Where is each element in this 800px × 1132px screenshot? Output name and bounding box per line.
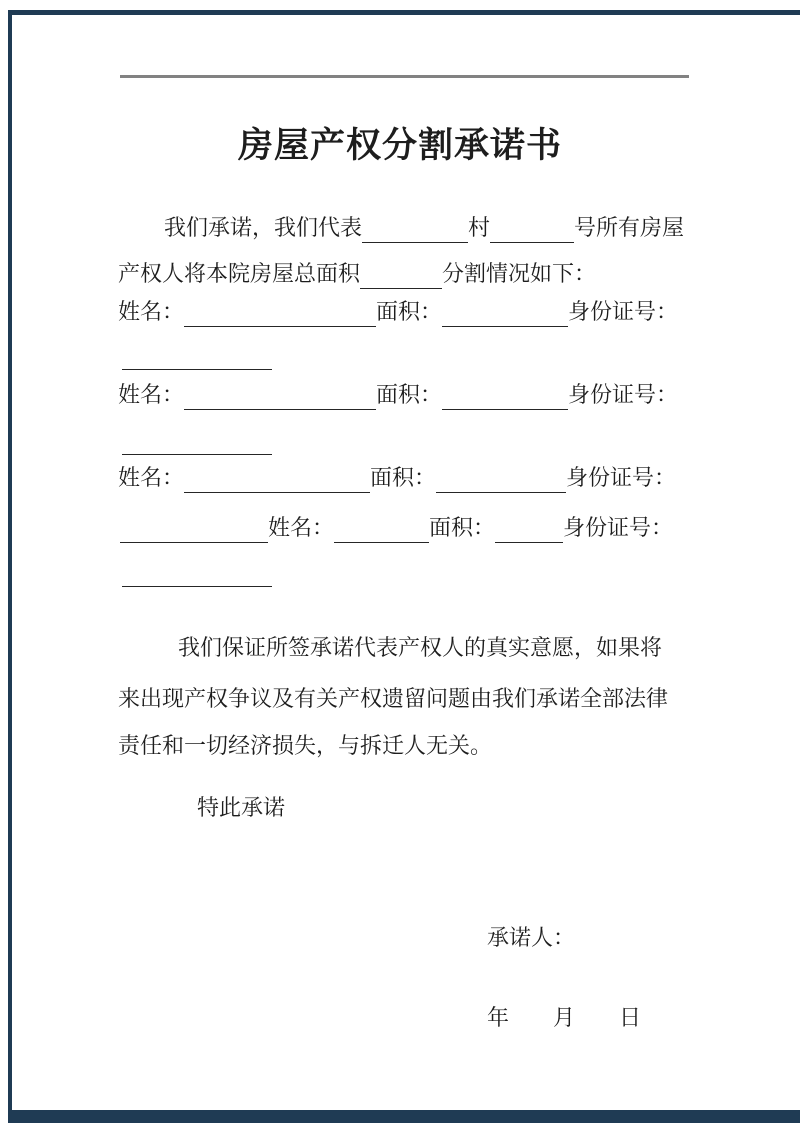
text-segment: 姓名： <box>118 299 185 324</box>
blank-underline <box>495 515 563 543</box>
text-segment: 我们保证所签承诺代表产权人的真实意愿，如果将 <box>178 635 663 660</box>
blank-underline <box>442 299 568 327</box>
text-segment: 来出现产权争议及有关产权遗留问题由我们承诺全部法律 <box>118 686 669 711</box>
text-segment: 号所有房屋 <box>574 215 685 240</box>
blank-underline <box>122 427 272 455</box>
name-area-id-row-1 <box>118 297 678 327</box>
blank-underline <box>120 515 268 543</box>
name-area-id-row-2 <box>118 380 678 410</box>
id-continuation-underline-3 <box>122 557 272 587</box>
page-frame-left-rule <box>8 10 12 1123</box>
header-divider-rule <box>120 75 689 78</box>
blank-underline <box>436 465 566 493</box>
text-segment: 分割情况如下： <box>442 261 597 286</box>
page-frame-top-bar <box>8 10 800 15</box>
id-continuation-underline-2 <box>122 425 272 455</box>
blank-underline <box>362 215 468 243</box>
text-segment: 面积： <box>370 465 437 490</box>
name-area-id-row-3 <box>118 463 676 493</box>
text-segment: 我们承诺，我们代表 <box>164 215 363 240</box>
intro-line-2 <box>118 259 596 289</box>
blank-underline <box>490 215 574 243</box>
blank-underline <box>122 559 272 587</box>
date-line <box>487 1003 641 1033</box>
text-segment: 责任和一切经济损失，与拆迁人无关。 <box>118 733 493 758</box>
text-segment: 姓名： <box>118 465 185 490</box>
document-title: 房屋产权分割承诺书 <box>237 126 562 165</box>
text-segment: 姓名： <box>118 382 185 407</box>
blank-underline <box>122 342 272 370</box>
intro-line-1 <box>164 213 684 243</box>
closing-phrase <box>197 793 285 823</box>
text-segment: 身份证号： <box>568 382 679 407</box>
text-segment: 产权人将本院房屋总面积 <box>118 261 361 286</box>
blank-underline <box>360 261 442 289</box>
blank-underline <box>442 382 568 410</box>
text-segment: 身份证号： <box>568 299 679 324</box>
blank-underline <box>184 299 376 327</box>
id-continuation-underline-1 <box>122 340 272 370</box>
blank-underline <box>184 465 370 493</box>
page-frame-bottom-band <box>8 1110 800 1123</box>
signer-label <box>487 923 575 953</box>
pledge-line-3 <box>118 731 492 761</box>
blank-underline <box>334 515 429 543</box>
text-segment: 身份证号： <box>566 465 677 490</box>
text-segment: 特此承诺 <box>197 795 286 820</box>
name-area-id-row-4 <box>120 513 673 543</box>
text-segment: 年 月 日 <box>487 1005 642 1030</box>
text-segment: 面积： <box>429 515 496 540</box>
text-segment: 面积： <box>376 382 443 407</box>
blank-underline <box>184 382 376 410</box>
text-segment: 姓名： <box>268 515 335 540</box>
pledge-line-2 <box>118 684 668 714</box>
text-segment: 面积： <box>376 299 443 324</box>
pledge-line-1 <box>178 633 662 663</box>
text-segment: 村 <box>468 215 491 240</box>
text-segment: 承诺人： <box>487 925 576 950</box>
text-segment: 身份证号： <box>563 515 674 540</box>
